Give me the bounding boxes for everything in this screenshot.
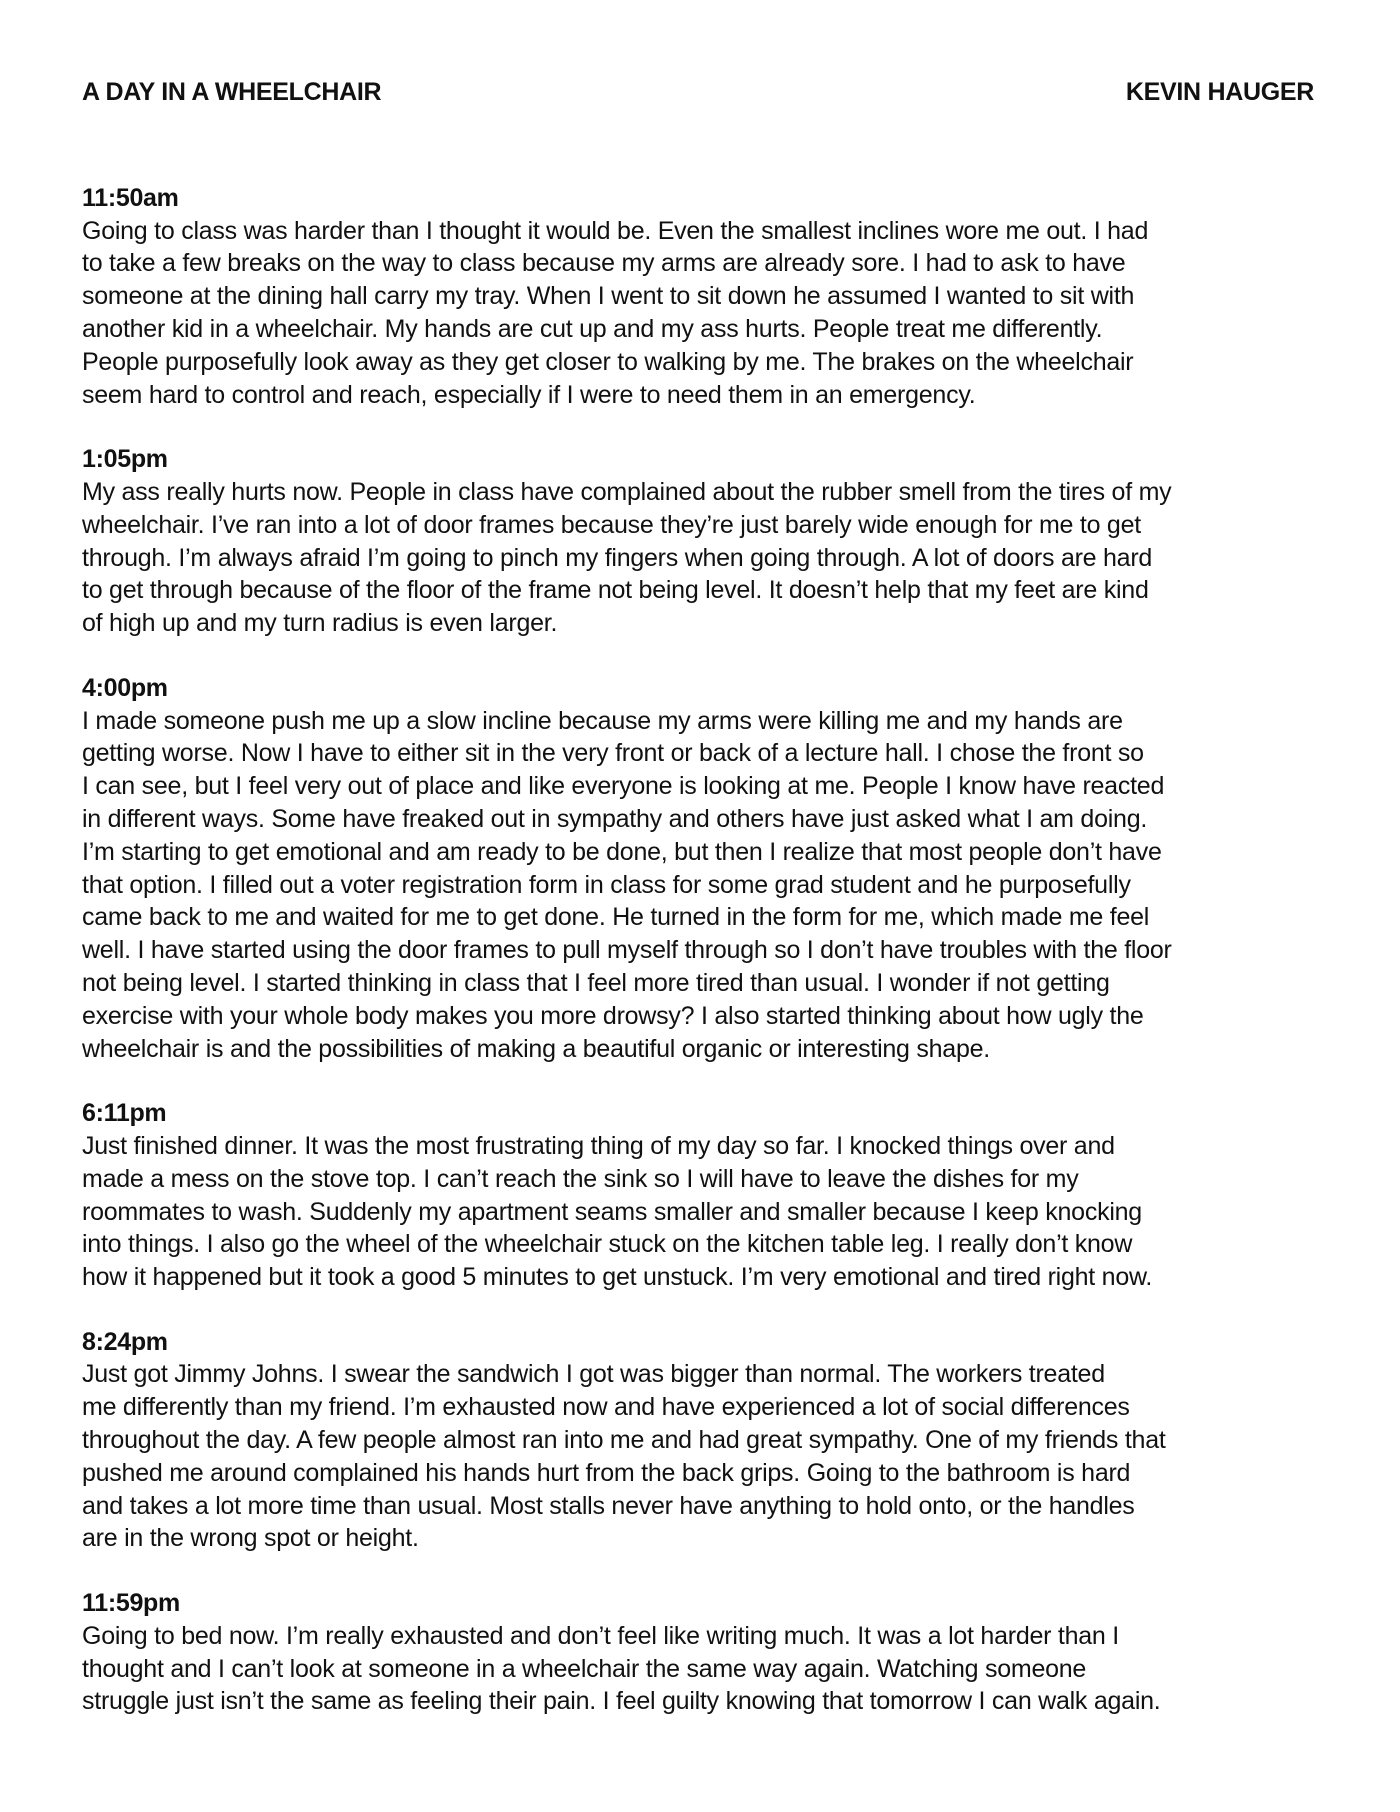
entry-text-line: I’m starting to get emotional and am ready to be done, but then I realize that most people don’t have xyxy=(82,837,1162,866)
entry-text-line: Going to bed now. I’m really exhausted and don’t feel like writing much. It was a lot harder than I xyxy=(82,1621,1119,1650)
entry-text-line: someone at the dining hall carry my tray. When I went to sit down he assumed I wanted to sit with xyxy=(82,282,1135,311)
entry-text-line: are in the wrong spot or height. xyxy=(82,1524,419,1553)
journal-entry xyxy=(82,182,1342,411)
entry-timestamp: 6:11pm xyxy=(82,1099,167,1128)
entry-text-line: to take a few breaks on the way to class because my arms are already sore. I had to ask to have xyxy=(82,249,1126,278)
entry-text-line: exercise with your whole body makes you more drowsy? I also started thinking about how ugly the xyxy=(82,1001,1144,1030)
journal-entry xyxy=(82,1326,1342,1555)
entry-text-line: in different ways. Some have freaked out in sympathy and others have just asked what I am doing. xyxy=(82,804,1148,833)
entry-body xyxy=(82,1130,1342,1294)
document-author: KEVIN HAUGER xyxy=(1125,78,1314,106)
entry-text-line: pushed me around complained his hands hurt from the back grips. Going to the bathroom is hard xyxy=(82,1458,1131,1487)
entry-text-line: Just finished dinner. It was the most frustrating thing of my day so far. I knocked things over and xyxy=(82,1131,1115,1160)
entry-text-line: through. I’m always afraid I’m going to pinch my fingers when going through. A lot of doors are hard xyxy=(82,543,1153,572)
entry-timestamp: 1:05pm xyxy=(82,445,168,474)
entry-text-line: struggle just isn’t the same as feeling their pain. I feel guilty knowing that tomorrow I can walk again. xyxy=(82,1687,1161,1716)
entry-text-line: me differently than my friend. I’m exhausted now and have experienced a lot of social differences xyxy=(82,1393,1130,1422)
entry-text-line: thought and I can’t look at someone in a wheelchair the same way again. Watching someone xyxy=(82,1654,1087,1683)
entry-timestamp: 11:50am xyxy=(82,184,179,212)
entry-text-line: wheelchair is and the possibilities of making a beautiful organic or interesting shape. xyxy=(82,1034,990,1063)
entry-text-line: not being level. I started thinking in class that I feel more tired than usual. I wonder if not getting xyxy=(82,968,1110,997)
entry-body xyxy=(82,476,1342,640)
entry-text-line: well. I have started using the door frames to pull myself through so I don’t have troubles with the floor xyxy=(82,936,1172,965)
entry-text-line: My ass really hurts now. People in class have complained about the rubber smell from the tires of my xyxy=(82,477,1172,506)
document-header xyxy=(82,78,1314,107)
entry-text-line: getting worse. Now I have to either sit in the very front or back of a lecture hall. I chose the front so xyxy=(82,739,1144,768)
entry-body xyxy=(82,705,1342,1066)
entry-body xyxy=(82,1620,1342,1718)
entry-text-line: throughout the day. A few people almost ran into me and had great sympathy. One of my friends that xyxy=(82,1426,1166,1455)
document-title: A DAY IN A WHEELCHAIR xyxy=(82,78,382,106)
entry-text-line: roommates to wash. Suddenly my apartment seams smaller and smaller because I keep knocking xyxy=(82,1197,1142,1226)
entry-text-line: Going to class was harder than I thought it would be. Even the smallest inclines wore me out. I had xyxy=(82,216,1149,245)
entry-text-line: made a mess on the stove top. I can’t reach the sink so I will have to leave the dishes for my xyxy=(82,1164,1079,1193)
entry-text-line: another kid in a wheelchair. My hands are cut up and my ass hurts. People treat me differently. xyxy=(82,314,1103,343)
entry-text-line: into things. I also go the wheel of the wheelchair stuck on the kitchen table leg. I really don’t know xyxy=(82,1230,1133,1259)
entry-text-line: that option. I filled out a voter registration form in class for some grad student and he purposefully xyxy=(82,870,1131,899)
entry-timestamp: 4:00pm xyxy=(82,673,168,702)
entry-timestamp: 11:59pm xyxy=(82,1589,180,1618)
entry-text-line: I can see, but I feel very out of place and like everyone is looking at me. People I know have reacted xyxy=(82,772,1165,801)
journal-entry xyxy=(82,443,1342,640)
entry-text-line: to get through because of the floor of the frame not being level. It doesn’t help that my feet are kind xyxy=(82,576,1149,605)
entry-text-line: wheelchair. I’ve ran into a lot of door frames because they’re just barely wide enough for me to get xyxy=(82,510,1141,539)
entry-text-line: Just got Jimmy Johns. I swear the sandwich I got was bigger than normal. The workers treated xyxy=(82,1360,1105,1389)
entry-body xyxy=(82,1358,1342,1555)
journal-entries xyxy=(82,182,1342,1750)
entry-text-line: how it happened but it took a good 5 minutes to get unstuck. I’m very emotional and tired right now. xyxy=(82,1263,1153,1292)
journal-entry xyxy=(82,1097,1342,1294)
journal-entry xyxy=(82,1587,1342,1718)
entry-text-line: I made someone push me up a slow incline because my arms were killing me and my hands are xyxy=(82,706,1123,735)
entry-text-line: and takes a lot more time than usual. Most stalls never have anything to hold onto, or the handles xyxy=(82,1491,1135,1520)
entry-text-line: People purposefully look away as they get closer to walking by me. The brakes on the wheelchair xyxy=(82,347,1134,376)
entry-text-line: of high up and my turn radius is even larger. xyxy=(82,609,558,638)
entry-body xyxy=(82,215,1342,412)
entry-timestamp: 8:24pm xyxy=(82,1327,168,1356)
entry-text-line: came back to me and waited for me to get done. He turned in the form for me, which made me feel xyxy=(82,903,1150,932)
journal-entry xyxy=(82,672,1342,1065)
entry-text-line: seem hard to control and reach, especially if I were to need them in an emergency. xyxy=(82,380,976,409)
